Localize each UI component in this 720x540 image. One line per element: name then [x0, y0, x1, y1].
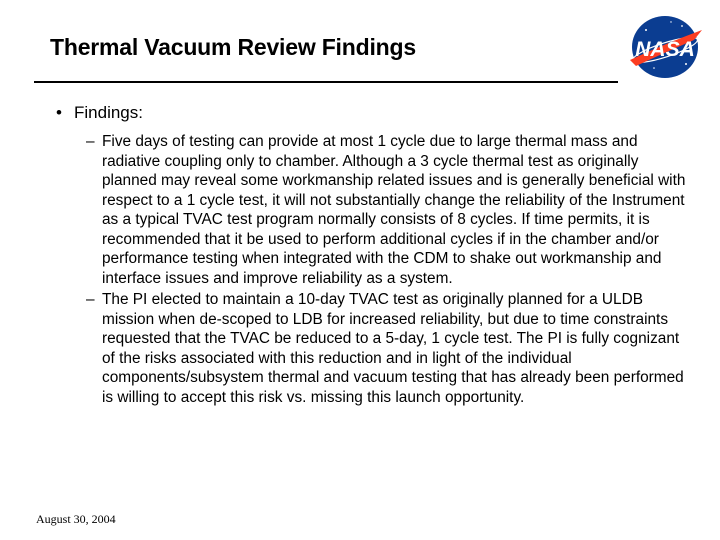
sub-bullet-item [86, 290, 686, 407]
bullet-label: Findings: [74, 103, 143, 122]
dash-marker: – [86, 291, 95, 308]
footer-date: August 30, 2004 [36, 512, 116, 526]
bullet-findings [56, 103, 686, 123]
slide-body [56, 103, 686, 409]
sub-bullet-text: The PI elected to maintain a 10-day TVAC test as originally planned for a ULDB mission when de-scoped to LDB for increased reliability, but due to time constraints requested that the TVAC be reduced to a 5-day, 1 cycle test. The PI is fully cognizant of the risks associated with this reduction and in light of the individual components/subsystem thermal and vacuum testing that has already been performed is willing to accept this risk vs. missing this launch opportunity. [102, 291, 684, 406]
title-underline [34, 81, 618, 83]
slide-title: Thermal Vacuum Review Findings [50, 34, 416, 60]
bullet-marker: • [56, 103, 62, 122]
nasa-logo [624, 10, 706, 82]
sub-bullet-item [86, 132, 686, 288]
sub-bullet-list [86, 132, 686, 407]
sub-bullet-text: Five days of testing can provide at most 1 cycle due to large thermal mass and radiative coupling only to chamber. Although a 3 cycle thermal test as originally planned may reveal some workmanship related issues and is generally beneficial with respect to a 1 cycle test, it will not substantially change the reliability of the Instrument as a typical TVAC test program normally consists of 8 cycles. If time permits, it is recommended that it be used to perform additional cycles if in the chamber and/or performance testing when integrated with the CDM to shake out workmanship and interface issues and improve reliability as a system. [102, 133, 686, 287]
nasa-logo-text: NASA [635, 38, 695, 61]
dash-marker: – [86, 133, 95, 150]
